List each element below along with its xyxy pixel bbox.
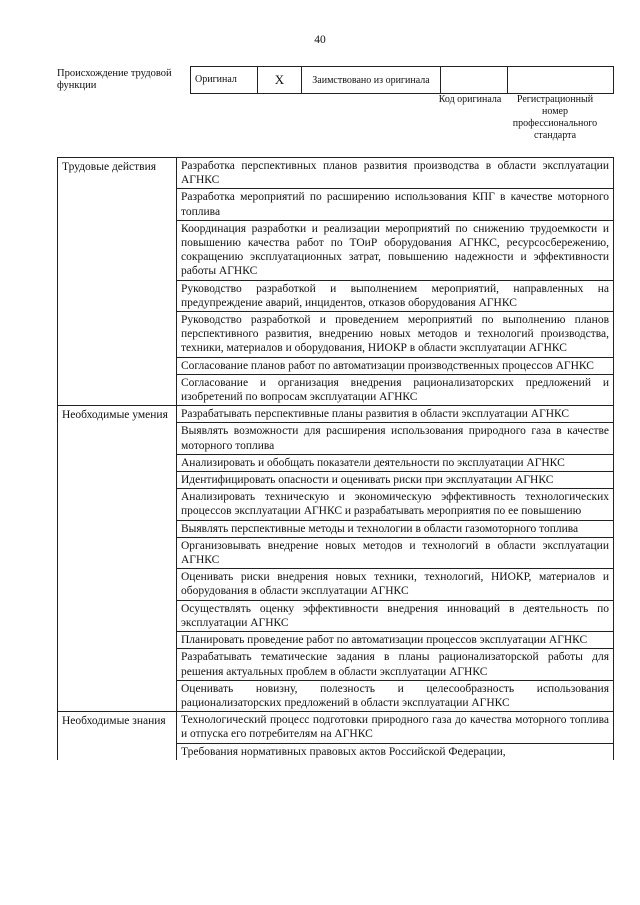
table-row — [58, 158, 614, 189]
code-caption: Код оригинала — [438, 94, 502, 105]
table-cell-item: Технологический процесс подготовки природного газа до качества моторного топлива и отпуска его потребителям на АГНКС — [177, 712, 614, 743]
original-label: Оригинал — [195, 74, 237, 86]
table-cell-item: Организовывать внедрение новых методов и технологий в области эксплуатации АГНКС — [177, 537, 614, 568]
table-cell-item: Руководство разработкой и проведением мероприятий по выполнению планов перспективного развития, внедрению новых методов и технологий производства, техники, материалов и оборудования, НИОКР в области эксплуатации АГНКС — [177, 312, 614, 358]
section-title: Необходимые умения — [58, 406, 177, 712]
section-title: Трудовые действия — [58, 158, 177, 406]
table-cell-item: Разработка перспективных планов развития производства в области эксплуатации АГНКС — [177, 158, 614, 189]
table-cell-item: Требования нормативных правовых актов Российской Федерации, — [177, 743, 614, 760]
reg-caption: Регистрационный номер профессионального стандарта — [512, 94, 598, 141]
table-cell-item: Выявлять возможности для расширения использования природного газа в качестве моторного топлива — [177, 423, 614, 454]
table-cell-item: Координация разработки и реализации мероприятий по снижению трудоемкости и повышению качества работ по ТОиР оборудования АГНКС, ресурсосбережению, сокращению эксплуатационных затрат, повышению надежности и эффективности работы АГНКС — [177, 220, 614, 280]
original-cell — [191, 67, 258, 94]
table-cell-item: Выявлять перспективные методы и технологии в области газомоторного топлива — [177, 520, 614, 537]
table-cell-item: Идентифицировать опасности и оценивать риски при эксплуатации АГНКС — [177, 472, 614, 489]
table-cell-item: Разрабатывать тематические задания в планы рационализаторской работы для решения актуальных проблем в области эксплуатации АГНКС — [177, 649, 614, 680]
requirements-table — [57, 157, 614, 760]
table-cell-item: Согласование и организация внедрения рационализаторских предложений и изобретений по вопросам эксплуатации АГНКС — [177, 374, 614, 405]
page-number: 40 — [314, 34, 326, 46]
table-row — [58, 406, 614, 423]
table-cell-item: Анализировать техническую и экономическую эффективность технологических процессов эксплуатации АГНКС и разрабатывать мероприятия по ее повышению — [177, 489, 614, 520]
table-cell-item: Анализировать и обобщать показатели деятельности по эксплуатации АГНКС — [177, 454, 614, 471]
table-cell-item: Оценивать новизну, полезность и целесообразность использования рационализаторских предложений в области эксплуатации АГНКС — [177, 680, 614, 711]
table-cell-item: Согласование планов работ по автоматизации производственных процессов АГНКС — [177, 357, 614, 374]
reg-number-cell — [508, 67, 614, 94]
code-cell — [441, 67, 508, 94]
borrowed-label: Заимствовано из оригинала — [302, 67, 441, 94]
table-cell-item: Оценивать риски внедрения новых техники, технологий, НИОКР, материалов и оборудования в области эксплуатации АГНКС — [177, 569, 614, 600]
section-title: Необходимые знания — [58, 712, 177, 760]
table-row — [58, 712, 614, 743]
origin-label: Происхождение трудовой функции — [57, 68, 172, 91]
table-cell-item: Руководство разработкой и выполнением мероприятий, направленных на предупреждение аварий, инцидентов, отказов оборудования АГНКС — [177, 280, 614, 311]
table-cell-item: Разрабатывать перспективные планы развития в области эксплуатации АГНКС — [177, 406, 614, 423]
table-cell-item: Планировать проведение работ по автоматизации процессов эксплуатации АГНКС — [177, 632, 614, 649]
original-mark: X — [258, 67, 302, 94]
table-cell-item: Разработка мероприятий по расширению использования КПГ в качестве моторного топлива — [177, 189, 614, 220]
table-cell-item: Осуществлять оценку эффективности внедрения инноваций в деятельность по эксплуатации АГНКС — [177, 600, 614, 631]
origin-table — [190, 66, 614, 94]
